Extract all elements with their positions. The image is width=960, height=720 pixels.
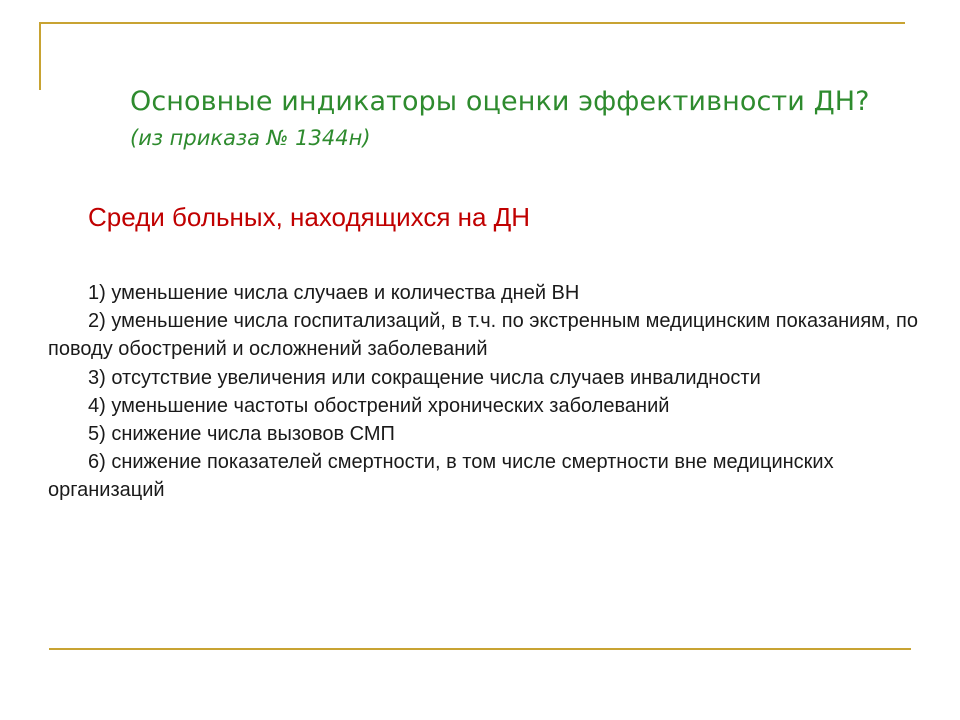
indicator-item-2: 2) уменьшение числа госпитализаций, в т.ч. по экстренным медицинским показаниям, по поводу обострений и осложнений заболеваний — [48, 310, 918, 361]
frame-left-line — [39, 22, 41, 90]
frame-bottom-line — [49, 648, 911, 650]
section-heading: Среди больных, находящихся на ДН — [88, 202, 531, 232]
indicator-item-3: 3) отсутствие увеличения или сокращение числа случаев инвалидности — [88, 366, 761, 389]
slide-title: Основные индикаторы оценки эффективности ДН? — [130, 86, 870, 117]
slide-subtitle: (из приказа № 1344н) — [130, 126, 371, 150]
indicator-item-4: 4) уменьшение частоты обострений хронических заболеваний — [88, 394, 670, 417]
indicator-item-6: 6) снижение показателей смертности, в том числе смертности вне медицинских организаций — [48, 451, 834, 502]
indicator-list — [48, 279, 928, 505]
indicator-item-1: 1) уменьшение числа случаев и количества дней ВН — [88, 282, 580, 304]
frame-top-line — [39, 22, 905, 24]
indicator-item-5: 5) снижение числа вызовов СМП — [88, 423, 395, 446]
